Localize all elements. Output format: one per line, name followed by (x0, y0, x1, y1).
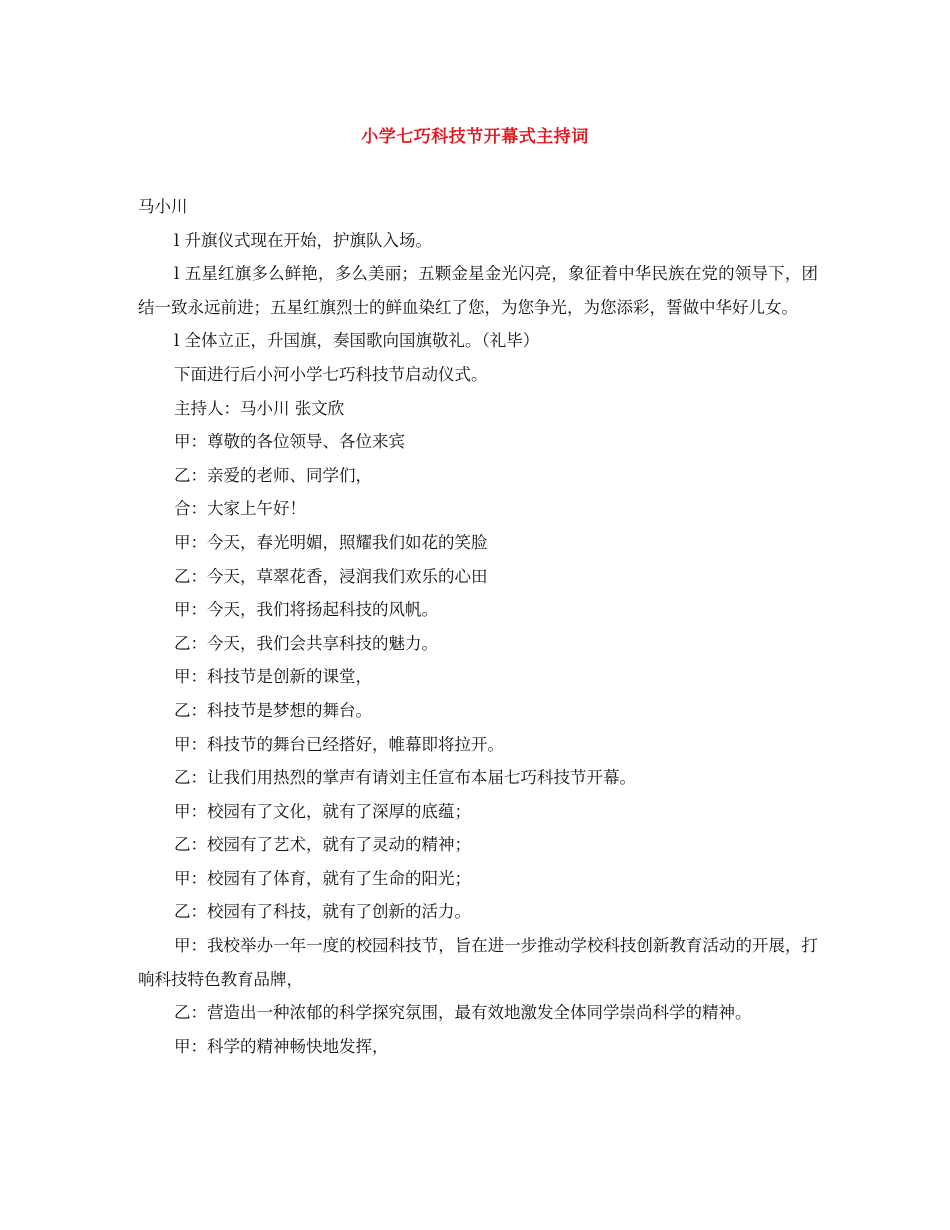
paragraph: 乙：营造出一种浓郁的科学探究氛围，最有效地激发全体同学崇尚科学的精神。 (174, 1003, 752, 1023)
paragraph: 马小川 (138, 197, 188, 216)
paragraph: 乙：今天，我们会共享科技的魅力。 (174, 633, 438, 653)
paragraph: 下面进行后小河小学七巧科技节启动仪式。 (174, 364, 488, 384)
paragraph: 甲：校园有了文化，就有了深厚的底蕴； (174, 801, 471, 821)
paragraph: 甲：尊敬的各位领导、各位来宾 (174, 432, 405, 452)
paragraph: 甲：校园有了体育，就有了生命的阳光； (174, 868, 471, 888)
paragraph: 乙：让我们用热烈的掌声有请刘主任宣布本届七巧科技节开幕。 (174, 768, 636, 788)
paragraph: 甲：我校举办一年一度的校园科技节，旨在进一步推动学校科技创新教育活动的开展，打响科技特色教育品牌， (138, 936, 818, 989)
paragraph: 乙：亲爱的老师、同学们， (174, 465, 372, 485)
paragraph: 甲：科技节是创新的课堂， (174, 667, 372, 687)
paragraph: 甲：科学的精神畅快地发挥， (174, 1036, 389, 1056)
paragraph: 乙：校园有了艺术，就有了灵动的精神； (174, 835, 471, 855)
paragraph: 主持人：马小川 张文欣 (174, 398, 345, 418)
paragraph: l 五星红旗多么鲜艳，多么美丽；五颗金星金光闪亮，象征着中华民族在党的领导下，团结一致永远前进；五星红旗烈士的鲜血染红了您，为您争光，为您添彩，誓做中华好儿女。 (138, 264, 818, 317)
document-title: 小学七巧科技节开幕式主持词 (361, 127, 589, 147)
paragraph: 合：大家上午好！ (174, 499, 306, 519)
paragraph: 乙：科技节是梦想的舞台。 (174, 700, 372, 720)
document-body (138, 190, 818, 1063)
paragraph: 乙：今天，草翠花香，浸润我们欢乐的心田 (174, 566, 488, 586)
paragraph: 乙：校园有了科技，就有了创新的活力。 (174, 902, 471, 922)
paragraph: 甲：今天，春光明媚，照耀我们如花的笑脸 (174, 532, 488, 552)
paragraph: 甲：今天，我们将扬起科技的风帆。 (174, 600, 438, 620)
paragraph: 甲：科技节的舞台已经搭好，帷幕即将拉开。 (174, 734, 504, 754)
paragraph: l 升旗仪式现在开始，护旗队入场。 (174, 230, 433, 250)
paragraph: l 全体立正，升国旗，奏国歌向国旗敬礼。（礼毕） (174, 331, 540, 351)
